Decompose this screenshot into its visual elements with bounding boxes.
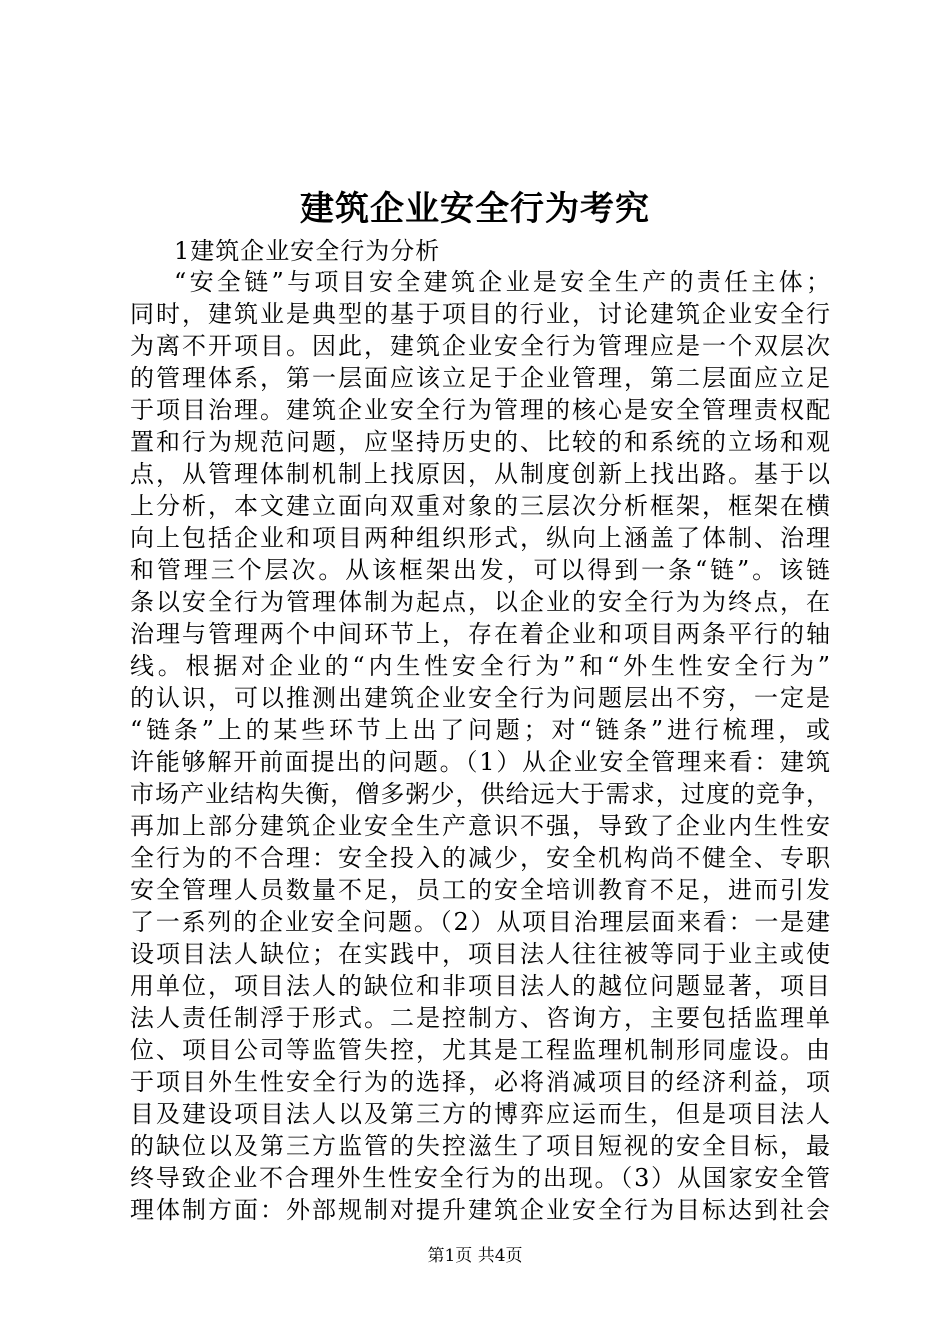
paragraph-line: 设项目法人缺位；在实践中，项目法人往往被等同于业主或使 [130, 940, 830, 968]
body-paragraph [130, 266, 830, 1226]
paragraph-line: 同时，建筑业是典型的基于项目的行业，讨论建筑企业安全行 [130, 300, 830, 328]
paragraph-line: 市场产业结构失衡，僧多粥少，供给远大于需求，过度的竞争， [130, 780, 830, 808]
paragraph-line: 位、项目公司等监管失控，尤其是工程监理机制形同虚设。由 [130, 1036, 830, 1064]
paragraph-line: 点，从管理体制机制上找原因，从制度创新上找出路。基于以 [130, 460, 830, 488]
paragraph-line: 终导致企业不合理外生性安全行为的出现。（3）从国家安全管 [130, 1164, 830, 1192]
paragraph-line: 为离不开项目。因此，建筑企业安全行为管理应是一个双层次 [130, 332, 830, 360]
paragraph-line: 用单位，项目法人的缺位和非项目法人的越位问题显著，项目 [130, 972, 830, 1000]
paragraph-line: 治理与管理两个中间环节上，存在着企业和项目两条平行的轴 [130, 620, 830, 648]
paragraph-line: 许能够解开前面提出的问题。（1）从企业安全管理来看：建筑 [130, 748, 830, 776]
paragraph-line: “链条”上的某些环节上出了问题；对“链条”进行梳理，或 [130, 716, 830, 744]
paragraph-line: 置和行为规范问题，应坚持历史的、比较的和系统的立场和观 [130, 428, 830, 456]
paragraph-line: 了一系列的企业安全问题。（2）从项目治理层面来看：一是建 [130, 908, 830, 936]
paragraph-line: 上分析，本文建立面向双重对象的三层次分析框架，框架在横 [130, 492, 830, 520]
paragraph-line: 法人责任制浮于形式。二是控制方、咨询方，主要包括监理单 [130, 1004, 830, 1032]
paragraph-line: “安全链”与项目安全建筑企业是安全生产的责任主体； [174, 268, 830, 296]
paragraph-line: 的认识，可以推测出建筑企业安全行为问题层出不穷，一定是 [130, 684, 830, 712]
paragraph-line: 目及建设项目法人以及第三方的博弈应运而生，但是项目法人 [130, 1100, 830, 1128]
paragraph-line: 的缺位以及第三方监管的失控滋生了项目短视的安全目标，最 [130, 1132, 830, 1160]
paragraph-line: 于项目外生性安全行为的选择，必将消减项目的经济利益，项 [130, 1068, 830, 1096]
paragraph-line: 于项目治理。建筑企业安全行为管理的核心是安全管理责权配 [130, 396, 830, 424]
paragraph-line: 和管理三个层次。从该框架出发，可以得到一条“链”。该链 [130, 556, 830, 584]
paragraph-line: 条以安全行为管理体制为起点，以企业的安全行为为终点，在 [130, 588, 830, 616]
section-heading: 1建筑企业安全行为分析 [174, 237, 441, 265]
paragraph-line: 再加上部分建筑企业安全生产意识不强，导致了企业内生性安 [130, 812, 830, 840]
paragraph-line: 理体制方面：外部规制对提升建筑企业安全行为目标达到社会 [130, 1196, 830, 1224]
paragraph-line: 安全管理人员数量不足，员工的安全培训教育不足，进而引发 [130, 876, 830, 904]
paragraph-line: 的管理体系，第一层面应该立足于企业管理，第二层面应立足 [130, 364, 830, 392]
paragraph-line: 向上包括企业和项目两种组织形式，纵向上涵盖了体制、治理 [130, 524, 830, 552]
paragraph-line: 全行为的不合理：安全投入的减少，安全机构尚不健全、专职 [130, 844, 830, 872]
page-number-footer: 第1页 共4页 [427, 1246, 523, 1266]
document-title: 建筑企业安全行为考究 [300, 189, 650, 229]
paragraph-line: 线。根据对企业的“内生性安全行为”和“外生性安全行为” [130, 652, 830, 680]
